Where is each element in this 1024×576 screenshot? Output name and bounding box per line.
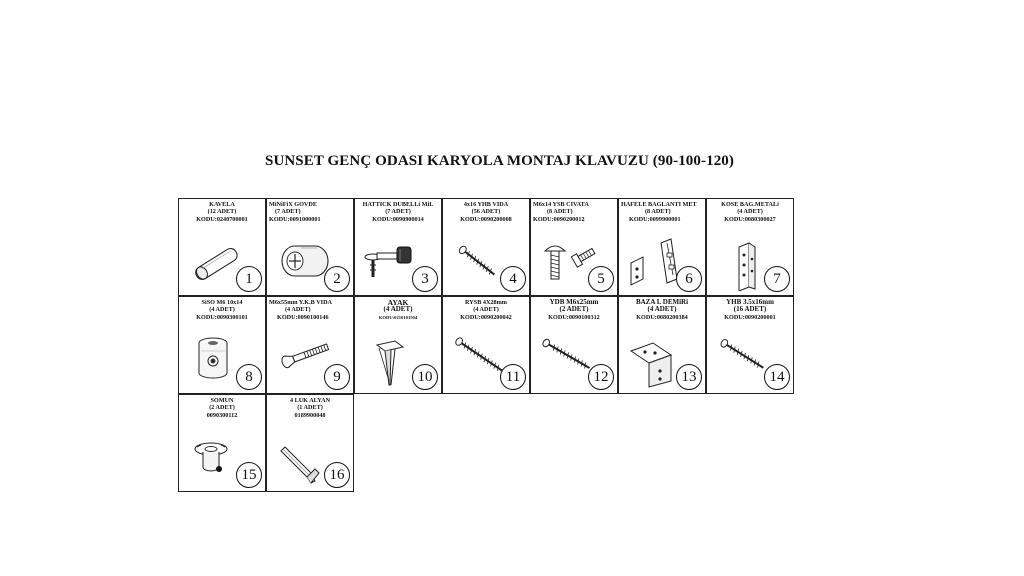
part-code: KODU:0090200042 bbox=[460, 313, 512, 321]
part-number-badge: 4 bbox=[500, 266, 526, 292]
part-name: RYSB 4X28mm bbox=[465, 299, 507, 306]
part-name: SiSO M6 10x14 bbox=[201, 299, 243, 306]
part-code: KODU:0090300101 bbox=[196, 313, 248, 321]
part-qty: (2 ADET) bbox=[559, 305, 589, 314]
part-cell-10 bbox=[354, 296, 442, 394]
part-cell-9 bbox=[266, 296, 354, 394]
part-name: M6x14 YSB CIVATA bbox=[533, 201, 589, 208]
part-code: KODU:0099900001 bbox=[629, 215, 681, 223]
part-name: AYAK bbox=[387, 299, 409, 307]
part-number-badge: 13 bbox=[676, 364, 702, 390]
part-name: 4x16 YHB VIDA bbox=[463, 201, 509, 208]
part-qty: (7 ADET) bbox=[385, 208, 411, 216]
part-code: KODU:0080200384 bbox=[636, 313, 688, 321]
part-number-badge: 15 bbox=[236, 462, 262, 488]
part-name: MiNiFiX GÖVDE bbox=[269, 201, 317, 208]
part-number-badge: 2 bbox=[324, 266, 350, 292]
part-code: KODU:0090200012 bbox=[533, 215, 585, 223]
part-code: KODU:0210101504 bbox=[378, 314, 418, 320]
part-cell-14 bbox=[706, 296, 794, 394]
part-cell-12 bbox=[530, 296, 618, 394]
part-number-badge: 1 bbox=[236, 266, 262, 292]
part-number-badge: 8 bbox=[236, 364, 262, 390]
part-name: 4 LÜK ALYAN bbox=[289, 397, 331, 404]
part-name: YHB 3.5x16mm bbox=[726, 299, 774, 306]
part-qty: (4 ADET) bbox=[209, 306, 235, 314]
part-cell-13 bbox=[618, 296, 706, 394]
part-qty: (8 ADET) bbox=[645, 208, 671, 216]
part-code: KODU:0090100312 bbox=[548, 313, 600, 321]
part-cell-1 bbox=[178, 198, 266, 296]
part-cell-5 bbox=[530, 198, 618, 296]
part-number-badge: 11 bbox=[500, 364, 526, 390]
part-code: KODU:0091000001 bbox=[269, 215, 321, 223]
part-cell-8 bbox=[178, 296, 266, 394]
part-code: 0189900048 bbox=[294, 411, 326, 419]
part-qty: (4 ADET) bbox=[737, 208, 763, 216]
part-name: BAZA L DEMiRi bbox=[635, 299, 689, 306]
page-title: SUNSET GENÇ ODASI KARYOLA MONTAJ KLAVUZU (90-100-120) bbox=[265, 153, 734, 169]
part-cell-7 bbox=[706, 198, 794, 296]
part-name: YDB M6x25mm bbox=[549, 299, 599, 306]
part-qty: (4 ADET) bbox=[285, 306, 311, 314]
part-number-badge: 5 bbox=[588, 266, 614, 292]
part-code: 0090300112 bbox=[206, 411, 238, 419]
part-qty: (1 ADET) bbox=[297, 404, 323, 412]
part-name: M6x55mm Y.K.B VIDA bbox=[269, 299, 333, 306]
part-name: KAVELA bbox=[209, 201, 235, 208]
part-code: KODU:0240700001 bbox=[196, 215, 248, 223]
part-qty: (7 ADET) bbox=[275, 208, 301, 216]
part-cell-4 bbox=[442, 198, 530, 296]
part-qty: (16 ADET) bbox=[733, 305, 767, 314]
part-number-badge: 7 bbox=[764, 266, 790, 292]
part-name: KÖSE BAG.METALi bbox=[721, 201, 779, 208]
part-qty: (12 ADET) bbox=[207, 208, 237, 216]
part-cell-3 bbox=[354, 198, 442, 296]
part-number-badge: 14 bbox=[764, 364, 790, 390]
part-code: KODU:0090200008 bbox=[460, 215, 512, 223]
part-cell-6 bbox=[618, 198, 706, 296]
part-qty: (4 ADET) bbox=[383, 305, 413, 314]
parts-grid bbox=[178, 198, 794, 492]
part-name: SOMUN bbox=[210, 397, 234, 404]
part-number-badge: 3 bbox=[412, 266, 438, 292]
part-qty: (4 ADET) bbox=[473, 306, 499, 314]
part-number-badge: 6 bbox=[676, 266, 702, 292]
part-number-badge: 10 bbox=[412, 364, 438, 390]
part-number-badge: 16 bbox=[324, 462, 350, 488]
part-name: HATTICK DÜBELLi MiL bbox=[362, 201, 434, 208]
part-number-badge: 9 bbox=[324, 364, 350, 390]
part-code: KODU:0090200001 bbox=[724, 313, 776, 321]
part-cell-11 bbox=[442, 296, 530, 394]
part-code: KODU:0090900014 bbox=[372, 215, 424, 223]
part-number-badge: 12 bbox=[588, 364, 614, 390]
part-cell-16 bbox=[266, 394, 354, 492]
part-qty: (2 ADET) bbox=[209, 404, 235, 412]
part-name: HAFELE BAGLANTI MET bbox=[621, 201, 697, 208]
part-cell-15 bbox=[178, 394, 266, 492]
part-qty: (56 ADET) bbox=[471, 208, 501, 216]
part-qty: (8 ADET) bbox=[547, 208, 573, 216]
part-code: KODU:0090100146 bbox=[277, 313, 329, 321]
part-cell-2 bbox=[266, 198, 354, 296]
part-qty: (4 ADET) bbox=[647, 305, 677, 314]
part-code: KODU:0080300027 bbox=[724, 215, 776, 223]
